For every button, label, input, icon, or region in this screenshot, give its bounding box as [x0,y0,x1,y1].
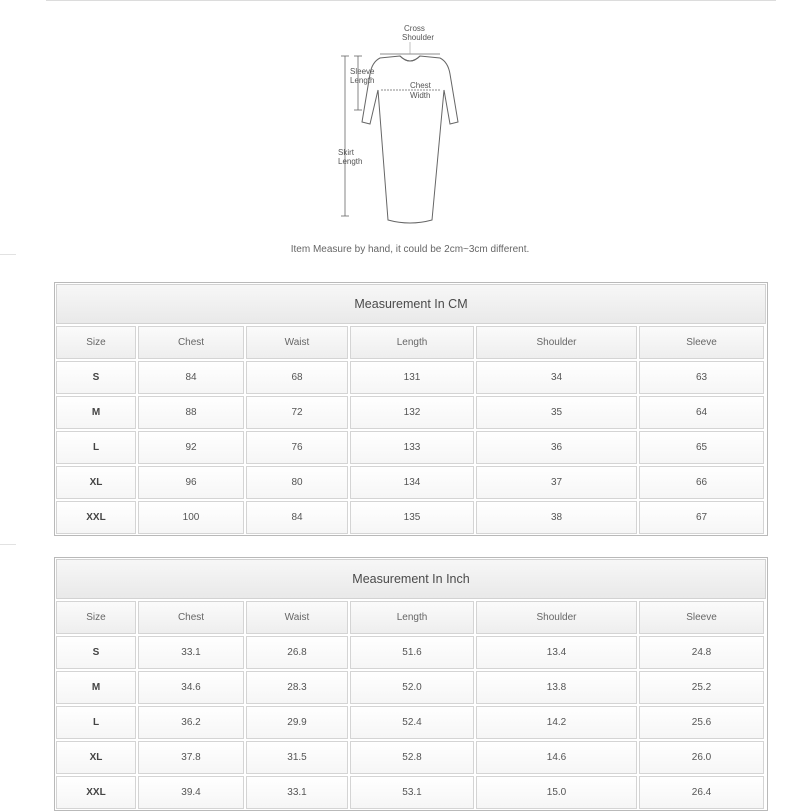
table-row [56,466,766,499]
sleeve-cell: 24.8 [639,636,764,669]
column-header: Length [350,326,474,359]
column-header: Size [56,601,136,634]
shoulder-cell: 14.6 [476,741,637,774]
chest-cell: 88 [138,396,244,429]
sleeve-cell: 63 [639,361,764,394]
sleeve-length-label: Length [350,76,375,85]
table-row [56,706,766,739]
waist-cell: 72 [246,396,348,429]
length-cell: 131 [350,361,474,394]
size-cell: L [56,706,136,739]
chest-cell: 33.1 [138,636,244,669]
shoulder-cell: 37 [476,466,637,499]
waist-cell: 76 [246,431,348,464]
sleeve-length-label: Sleeve [350,67,375,76]
column-header: Sleeve [639,601,764,634]
skirt-length-label: Skirt [338,148,354,157]
waist-cell: 31.5 [246,741,348,774]
column-header: Size [56,326,136,359]
column-header: Chest [138,326,244,359]
table-row [56,636,766,669]
size-cell: XXL [56,501,136,534]
waist-cell: 80 [246,466,348,499]
column-header: Length [350,601,474,634]
chest-cell: 37.8 [138,741,244,774]
size-cell: XXL [56,776,136,809]
column-header: Waist [246,326,348,359]
waist-cell: 26.8 [246,636,348,669]
waist-cell: 68 [246,361,348,394]
table-row [56,501,766,534]
length-cell: 51.6 [350,636,474,669]
measurement-note: Item Measure by hand, it could be 2cm~3cm different. [290,244,530,255]
dress-outline-illustration [300,14,510,236]
table-row [56,396,766,429]
sleeve-cell: 65 [639,431,764,464]
sleeve-cell: 25.2 [639,671,764,704]
chest-width-label: Chest [410,81,431,90]
left-divider-fragment [0,544,16,545]
cm-size-table [54,282,768,536]
shoulder-cell: 13.4 [476,636,637,669]
table-row [56,361,766,394]
shoulder-cell: 36 [476,431,637,464]
length-cell: 53.1 [350,776,474,809]
table-row [56,671,766,704]
waist-cell: 84 [246,501,348,534]
sleeve-cell: 66 [639,466,764,499]
table-header-row [56,326,766,359]
length-cell: 52.8 [350,741,474,774]
waist-cell: 33.1 [246,776,348,809]
chest-cell: 36.2 [138,706,244,739]
size-cell: M [56,396,136,429]
column-header: Shoulder [476,601,637,634]
table-row [56,776,766,809]
size-cell: S [56,361,136,394]
chest-cell: 84 [138,361,244,394]
sleeve-cell: 25.6 [639,706,764,739]
column-header: Sleeve [639,326,764,359]
waist-cell: 29.9 [246,706,348,739]
length-cell: 52.4 [350,706,474,739]
length-cell: 134 [350,466,474,499]
length-cell: 135 [350,501,474,534]
dress-measurement-diagram [300,14,510,236]
chest-cell: 34.6 [138,671,244,704]
shoulder-cell: 13.8 [476,671,637,704]
length-cell: 132 [350,396,474,429]
size-cell: M [56,671,136,704]
sleeve-cell: 26.4 [639,776,764,809]
top-divider [46,0,776,1]
table-header-row [56,601,766,634]
sleeve-cell: 67 [639,501,764,534]
waist-cell: 28.3 [246,671,348,704]
chest-cell: 92 [138,431,244,464]
column-header: Chest [138,601,244,634]
shoulder-cell: 14.2 [476,706,637,739]
cross-shoulder-label: Shoulder [402,33,435,42]
length-cell: 133 [350,431,474,464]
shoulder-cell: 15.0 [476,776,637,809]
size-cell: XL [56,741,136,774]
column-header: Shoulder [476,326,637,359]
chest-width-label: Width [410,91,431,100]
inch-size-table [54,557,768,811]
shoulder-cell: 35 [476,396,637,429]
cross-shoulder-label: Cross [404,24,425,33]
size-cell: L [56,431,136,464]
chest-cell: 100 [138,501,244,534]
inch-table-title: Measurement In Inch [56,559,766,599]
cm-table-title: Measurement In CM [56,284,766,324]
shoulder-cell: 34 [476,361,637,394]
length-cell: 52.0 [350,671,474,704]
column-header: Waist [246,601,348,634]
sleeve-cell: 26.0 [639,741,764,774]
size-cell: XL [56,466,136,499]
size-cell: S [56,636,136,669]
skirt-length-label: Length [338,157,363,166]
sleeve-cell: 64 [639,396,764,429]
chest-cell: 39.4 [138,776,244,809]
chest-cell: 96 [138,466,244,499]
table-row [56,741,766,774]
table-row [56,431,766,464]
shoulder-cell: 38 [476,501,637,534]
